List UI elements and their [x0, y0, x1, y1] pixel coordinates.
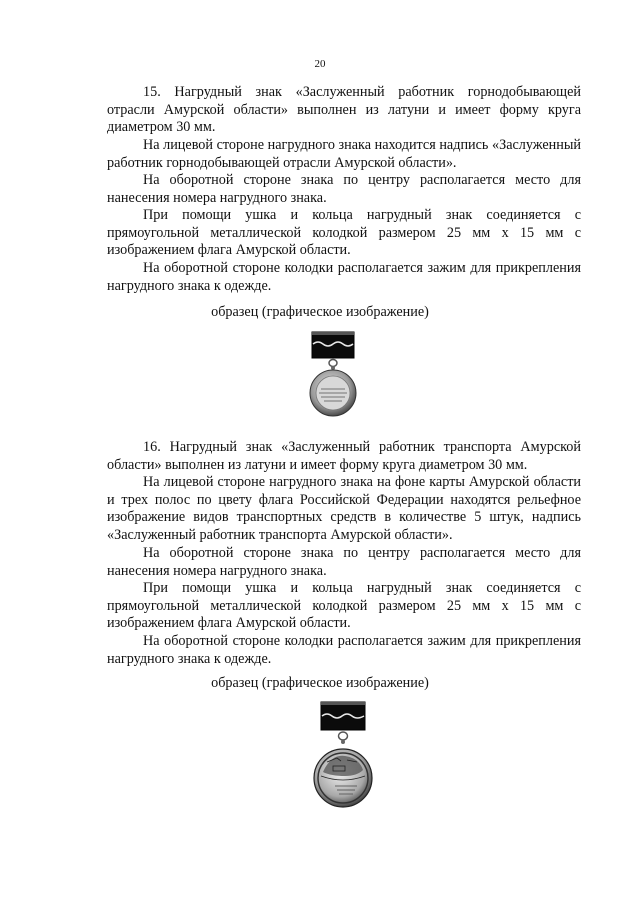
page-number: 20 — [314, 58, 326, 70]
s15-paragraph-2: На лицевой стороне нагрудного знака находится надпись «Заслуженный работник горнодобывающей отрасли Амурской области». — [107, 137, 581, 171]
s16-paragraph-2: На лицевой стороне нагрудного знака на фоне карты Амурской области и трех полос по цвету флага Российской Федерации находятся рельефное изображение видов транспортных средств в количестве 5 штук, надпись «Заслуженный работник транспорта Амурской области». — [107, 474, 581, 543]
s16-paragraph-5: На оборотной стороне колодки располагается зажим для прикрепления нагрудного знака к одежде. — [107, 633, 581, 667]
s15-paragraph-3: На оборотной стороне знака по центру располагается место для нанесения номера нагрудного знака. — [107, 172, 581, 206]
ribbon-block — [312, 332, 354, 358]
s15-paragraph-5: На оборотной стороне колодки располагается зажим для прикрепления нагрудного знака к одежде. — [107, 260, 581, 294]
transport-badge-image — [313, 700, 375, 818]
mining-badge-image — [307, 331, 359, 423]
s15-sample-caption: образец (графическое изображение) — [211, 304, 429, 320]
ring — [329, 360, 337, 367]
s16-paragraph-3: На оборотной стороне знака по центру располагается место для нанесения номера нагрудного знака. — [107, 545, 581, 579]
ribbon-block — [321, 702, 365, 730]
eyelet — [331, 366, 335, 370]
s16-sample-caption: образец (графическое изображение) — [211, 675, 429, 691]
s16-paragraph-4: При помощи ушка и кольца нагрудный знак соединяется с прямоугольной металлической колодкой размером 25 мм х 15 мм с изображением флага Амурской области. — [107, 580, 581, 632]
ring — [339, 732, 348, 740]
s15-paragraph-4: При помощи ушка и кольца нагрудный знак соединяется с прямоугольной металлической колодкой размером 25 мм х 15 мм с изображением флага Амурской области. — [107, 207, 581, 259]
s16-paragraph-1: 16. Нагрудный знак «Заслуженный работник транспорта Амурской области» выполнен из латуни и имеет форму круга диаметром 30 мм. — [107, 439, 581, 473]
s15-paragraph-1: 15. Нагрудный знак «Заслуженный работник горнодобывающей отрасли Амурской области» выполнен из латуни и имеет форму круга диаметром 30 мм. — [107, 84, 581, 136]
eyelet — [341, 740, 345, 744]
